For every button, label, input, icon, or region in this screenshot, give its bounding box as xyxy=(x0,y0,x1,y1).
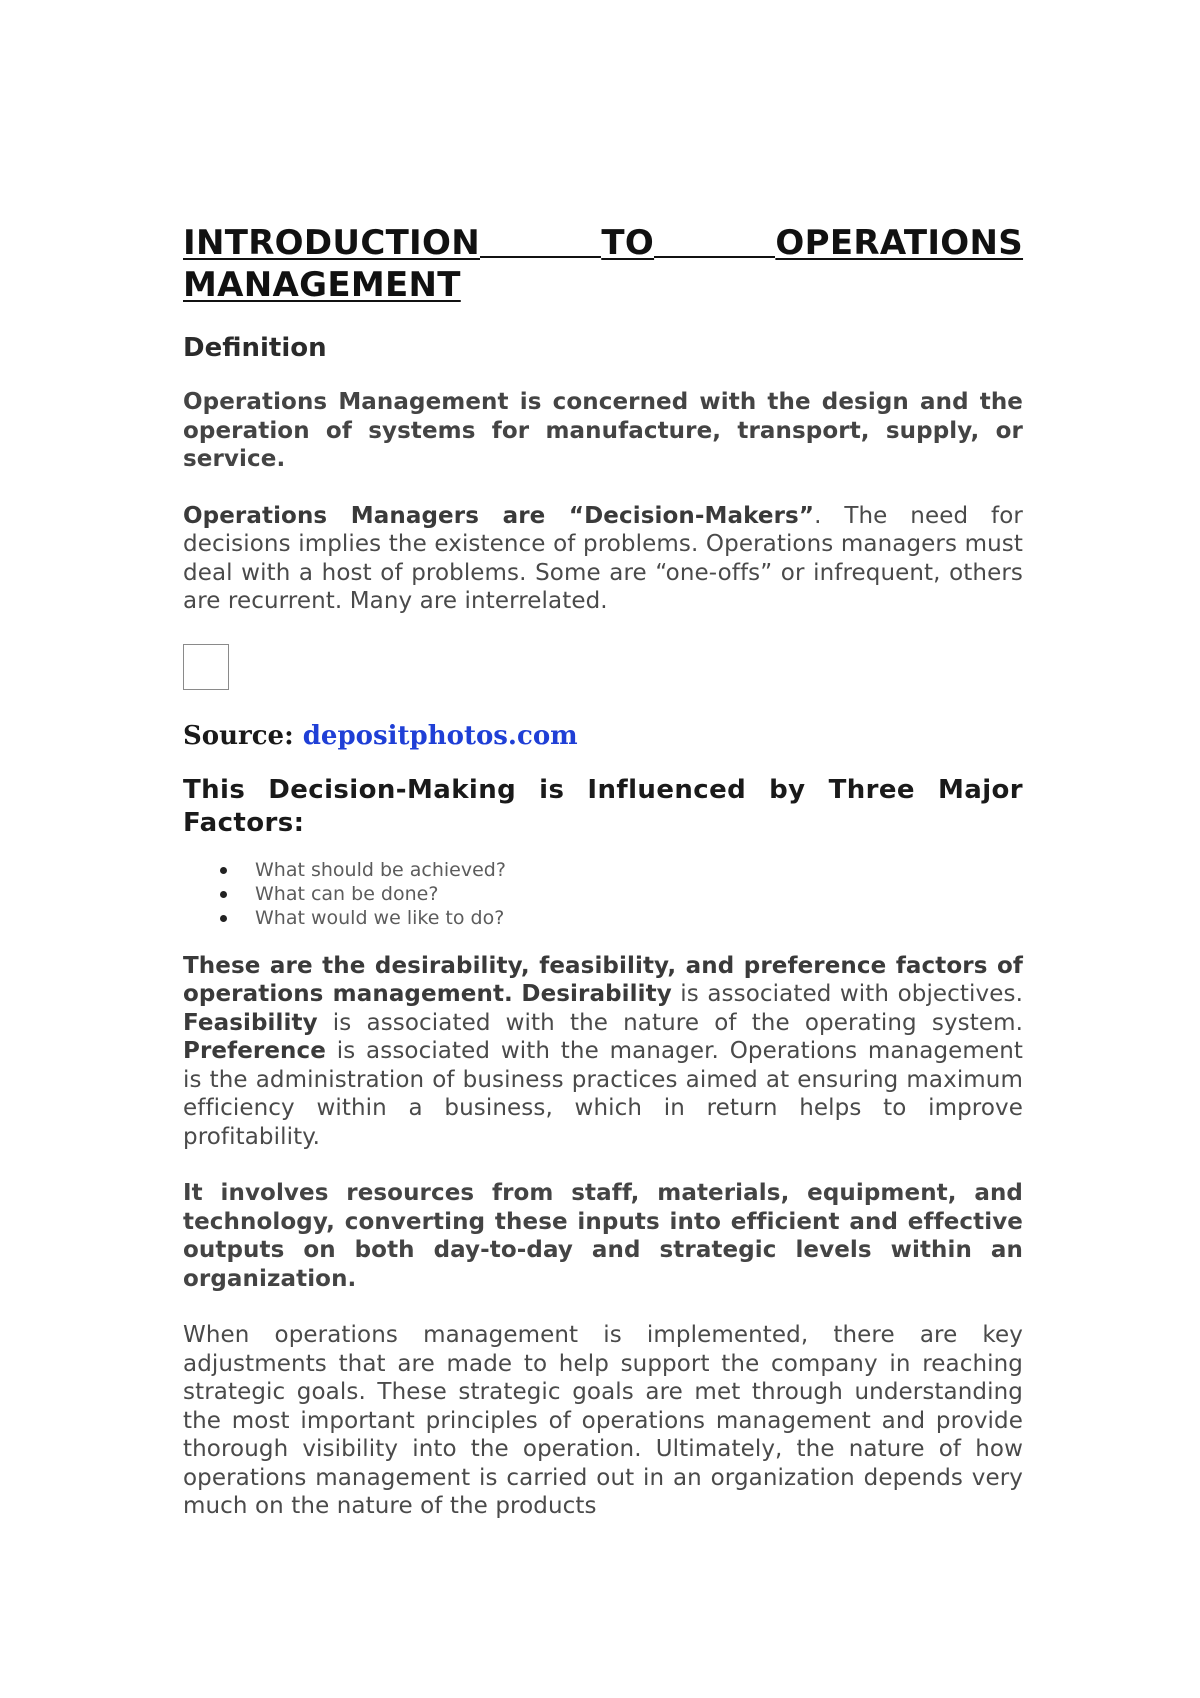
document-page xyxy=(183,222,1023,1549)
factors-lead: These are the desirability, feasibility, and preference factors of operations management. xyxy=(183,952,1023,1007)
preference-text: is associated with the manager. Operations management is the administration of business practices aimed at ensuring maximum efficiency within a business, which in return helps to improve profitability. xyxy=(183,1038,1023,1150)
title-line-1 xyxy=(183,222,1023,264)
title-line-2 xyxy=(183,264,1023,306)
definition-heading: Definition xyxy=(183,333,327,363)
source-label: Source: xyxy=(183,720,303,751)
decision-makers-paragraph xyxy=(183,502,1023,616)
definition-paragraph: Operations Management is concerned with the design and the operation of systems for manufacture, transport, supply, or service. xyxy=(183,389,1023,472)
desirability-text: is associated with objectives. xyxy=(671,981,1023,1007)
preference-term: Preference xyxy=(183,1038,326,1064)
factors-heading: This Decision-Making is Influenced by Three Major Factors: xyxy=(183,774,1023,838)
title-word-management: MANAGEMENT xyxy=(183,265,461,305)
bullet-icon xyxy=(220,891,227,898)
decision-makers-lead: Operations Managers are “Decision-Makers” xyxy=(183,502,815,529)
decision-makers-text: . The need for decisions implies the existence of problems. Operations managers must deal with a host of problems. Some are “one-offs” or infrequent, others are recurrent. Many are interrelated. xyxy=(183,502,1023,614)
source-line xyxy=(183,720,1023,752)
feasibility-text: is associated with the nature of the operating system. xyxy=(317,1009,1023,1036)
resources-paragraph: It involves resources from staff, materials, equipment, and technology, converting these inputs into efficient and effective outputs on both day-to-day and strategic levels within an organization. xyxy=(183,1180,1023,1292)
list-item xyxy=(255,906,1023,930)
title-word-to: TO xyxy=(601,223,655,263)
title-gap-underline xyxy=(654,256,775,258)
title-word-operations: OPERATIONS xyxy=(775,223,1024,263)
factor-text: What would we like to do? xyxy=(255,906,505,929)
list-item xyxy=(255,882,1023,906)
title-word-introduction: INTRODUCTION xyxy=(183,223,480,263)
factors-paragraph xyxy=(183,952,1023,1152)
list-item xyxy=(255,858,1023,882)
image-placeholder xyxy=(183,644,229,690)
bullet-icon xyxy=(220,867,227,874)
title-gap-underline xyxy=(480,256,601,258)
feasibility-term: Feasibility xyxy=(183,1009,318,1036)
document-title xyxy=(183,222,1023,306)
implementation-paragraph: When operations management is implemented, there are key adjustments that are made to help support the company in reaching strategic goals. These strategic goals are met through understanding the most important principles of operations management and provide thorough visibility into the operation. Ultimately, the nature of how operations management is carried out in an organization depends very much on the nature of the products xyxy=(183,1322,1023,1519)
factor-text: What can be done? xyxy=(255,882,439,905)
bullet-icon xyxy=(220,915,227,922)
source-link[interactable]: depositphotos.com xyxy=(302,720,578,751)
factors-list xyxy=(183,858,1023,930)
desirability-term: Desirability xyxy=(521,981,672,1007)
factor-text: What should be achieved? xyxy=(255,858,506,881)
